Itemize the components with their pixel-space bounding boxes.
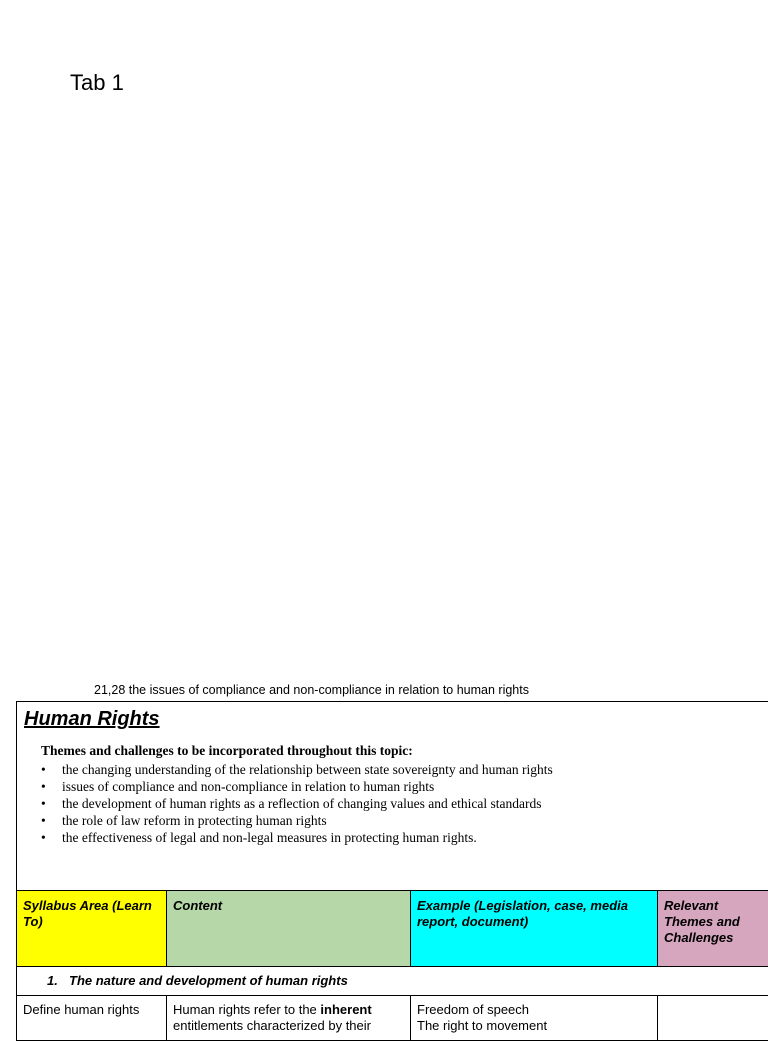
document-title: Human Rights xyxy=(24,711,768,727)
list-item: • the effectiveness of legal and non-legal measures in protecting human rights. xyxy=(41,829,561,846)
list-item: • the role of law reform in protecting human rights xyxy=(41,812,561,829)
list-item: • the development of human rights as a reflection of changing values and ethical standards xyxy=(41,795,561,812)
syllabus-table xyxy=(16,701,768,1041)
section-heading xyxy=(17,967,768,996)
section-row xyxy=(17,967,768,996)
intro-cell xyxy=(17,702,768,891)
themes-heading: Themes and challenges to be incorporated throughout this topic: xyxy=(41,743,768,759)
header-syllabus-area: Syllabus Area (Learn To) xyxy=(17,891,167,967)
example-line: Freedom of speech xyxy=(417,1002,651,1018)
cell-syllabus: Define human rights xyxy=(17,996,167,1041)
content-bold-text: inherent xyxy=(320,1002,371,1017)
cell-example xyxy=(411,996,658,1041)
list-item: • the changing understanding of the relationship between state sovereignty and human rights xyxy=(41,761,561,778)
header-content: Content xyxy=(167,891,411,967)
header-relevant-themes: Relevant Themes and Challenges xyxy=(658,891,768,967)
section-title: The nature and development of human rights xyxy=(69,973,348,988)
cell-themes xyxy=(658,996,768,1041)
list-item: • issues of compliance and non-compliance in relation to human rights xyxy=(41,778,561,795)
table-row xyxy=(17,996,768,1041)
themes-list xyxy=(41,761,561,846)
section-number: 1. xyxy=(47,973,69,989)
example-line: The right to movement xyxy=(417,1018,651,1034)
cell-content xyxy=(167,996,411,1041)
content-text-continued: entitlements characterized by their xyxy=(173,1018,371,1033)
content-text: Human rights refer to the xyxy=(173,1002,320,1017)
table-header-row xyxy=(17,891,768,967)
document-note: 21,28 the issues of compliance and non-compliance in relation to human rights xyxy=(94,683,529,697)
header-example: Example (Legislation, case, media report, document) xyxy=(411,891,658,967)
tab-title: Tab 1 xyxy=(70,70,124,96)
intro-row xyxy=(17,702,768,891)
